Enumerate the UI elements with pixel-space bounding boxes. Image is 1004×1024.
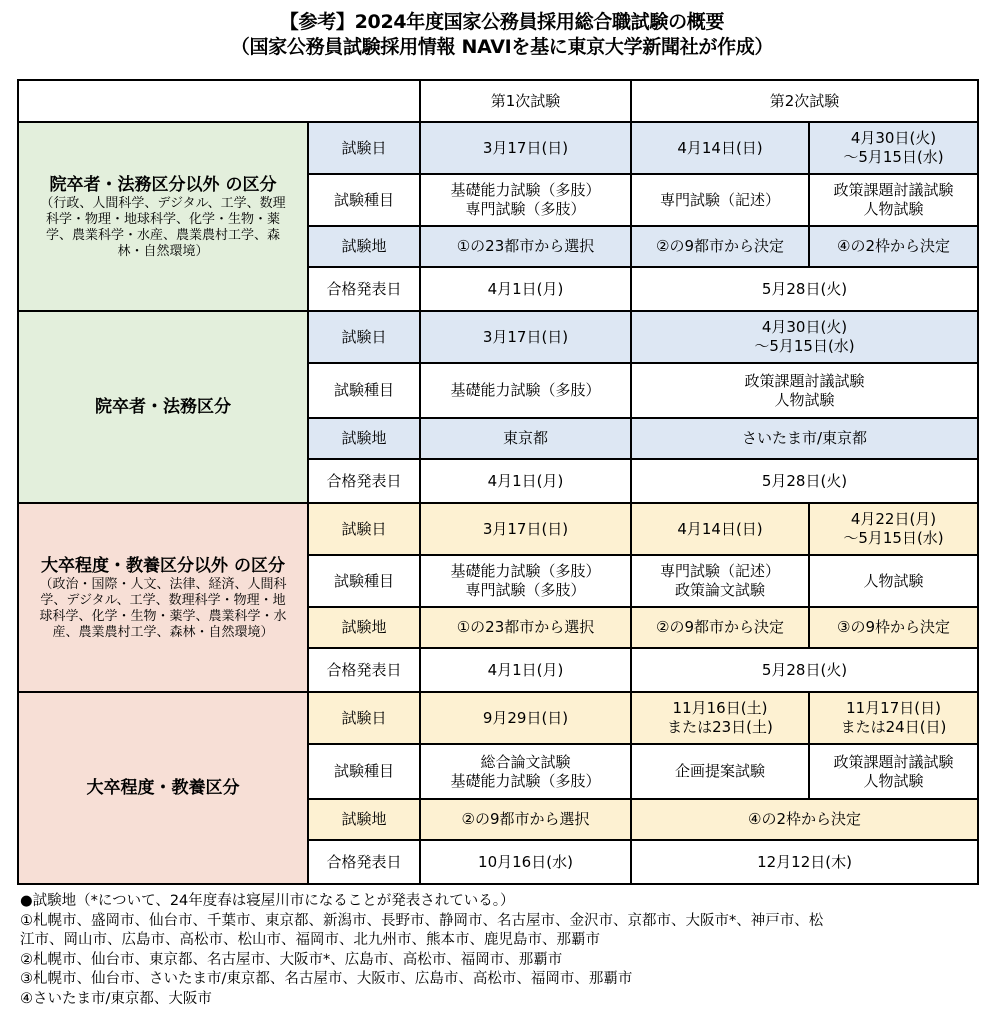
header-empty-cell [18, 80, 420, 122]
cell-value: ④の2枠から決定 [631, 799, 978, 840]
header-first-exam: 第1次試験 [420, 80, 631, 122]
category-title: 大卒程度・教養区分以外 の区分 [41, 555, 285, 576]
note-line: ①札幌市、盛岡市、仙台市、千葉市、東京都、新潟市、長野市、静岡市、名古屋市、金沢市、京都市、大阪市*、神戸市、松 [20, 912, 824, 929]
category-undergrad-general [18, 692, 308, 884]
cell-value: 政策課題討議試験 人物試験 [631, 363, 978, 418]
cell-value: さいたま市/東京都 [631, 418, 978, 459]
table-row [18, 122, 978, 174]
cell-value: 11月17日(日) または24日(日) [809, 692, 978, 744]
cell-value: 専門試験（記述） [631, 174, 809, 226]
category-undergrad-non-general [18, 503, 308, 692]
cell-value: 9月29日(日) [420, 692, 631, 744]
row-label-date: 試験日 [308, 122, 420, 174]
cell-value: 12月12日(木) [631, 840, 978, 884]
cell-value: 3月17日(日) [420, 122, 631, 174]
category-title: 院卒者・法務区分 [95, 397, 231, 417]
table-header-row [18, 80, 978, 122]
row-label-date: 試験日 [308, 503, 420, 555]
row-label-result: 合格発表日 [308, 648, 420, 692]
cell-value: 4月30日(火) ～5月15日(水) [809, 122, 978, 174]
cell-value: 4月14日(日) [631, 503, 809, 555]
table-row [18, 692, 978, 744]
category-grad-law [18, 311, 308, 503]
row-label-place: 試験地 [308, 418, 420, 459]
row-label-place: 試験地 [308, 607, 420, 648]
row-label-place: 試験地 [308, 226, 420, 267]
cell-value: ②の9都市から決定 [631, 607, 809, 648]
cell-value: 5月28日(火) [631, 648, 978, 692]
cell-value: 企画提案試験 [631, 744, 809, 799]
cell-value: 基礎能力試験（多肢） [420, 363, 631, 418]
cell-value: ①の23都市から選択 [420, 607, 631, 648]
row-label-place: 試験地 [308, 799, 420, 840]
category-title: 大卒程度・教養区分 [86, 778, 240, 798]
note-line: ④さいたま市/東京都、大阪市 [20, 990, 212, 1007]
cell-value: 3月17日(日) [420, 503, 631, 555]
cell-value: 総合論文試験 基礎能力試験（多肢） [420, 744, 631, 799]
cell-value: 政策課題討議試験 人物試験 [809, 744, 978, 799]
row-label-result: 合格発表日 [308, 840, 420, 884]
cell-value: 人物試験 [809, 555, 978, 607]
document-title [0, 0, 1004, 58]
cell-value: 基礎能力試験（多肢） 専門試験（多肢） [420, 174, 631, 226]
row-label-result: 合格発表日 [308, 459, 420, 503]
table-row [18, 311, 978, 363]
title-line-1: 【参考】2024年度国家公務員採用総合職試験の概要 [279, 11, 725, 33]
cell-value: 政策課題討議試験 人物試験 [809, 174, 978, 226]
cell-value: 4月1日(月) [420, 648, 631, 692]
cell-value: ③の9枠から決定 [809, 607, 978, 648]
row-label-date: 試験日 [308, 311, 420, 363]
row-label-date: 試験日 [308, 692, 420, 744]
row-label-subject: 試験種目 [308, 363, 420, 418]
exam-overview-table [17, 79, 979, 885]
cell-value: 4月1日(月) [420, 459, 631, 503]
cell-value: 5月28日(火) [631, 459, 978, 503]
cell-value: 10月16日(水) [420, 840, 631, 884]
cell-value: 専門試験（記述） 政策論文試験 [631, 555, 809, 607]
cell-value: 4月22日(月) ～5月15日(水) [809, 503, 978, 555]
category-title: 院卒者・法務区分以外 の区分 [49, 174, 277, 195]
cell-value: 東京都 [420, 418, 631, 459]
category-subjects: （行政、人間科学、デジタル、工学、数理科学・物理・地球科学、化学・生物・薬学、農業科学・水産、農業農村工学、森林・自然環境） [40, 195, 286, 259]
header-second-exam: 第2次試験 [631, 80, 978, 122]
cell-value: 基礎能力試験（多肢） 専門試験（多肢） [420, 555, 631, 607]
category-subjects: （政治・国際・人文、法律、経済、人間科学、デジタル、工学、数理科学・物理・地球科学、化学・生物・薬学、農業科学・水産、農業農村工学、森林・自然環境） [39, 576, 287, 640]
exam-location-notes [20, 892, 990, 1010]
row-label-subject: 試験種目 [308, 174, 420, 226]
note-line: ②札幌市、仙台市、東京都、名古屋市、大阪市*、広島市、高松市、福岡市、那覇市 [20, 951, 563, 968]
cell-value: ②の9都市から選択 [420, 799, 631, 840]
cell-value: 4月30日(火) ～5月15日(水) [631, 311, 978, 363]
title-line-2: （国家公務員試験採用情報 NAVIを基に東京大学新聞社が作成） [230, 36, 774, 58]
cell-value: ②の9都市から決定 [631, 226, 809, 267]
cell-value: 3月17日(日) [420, 311, 631, 363]
category-grad-non-law [18, 122, 308, 311]
row-label-subject: 試験種目 [308, 744, 420, 799]
table-row [18, 503, 978, 555]
cell-value: 4月1日(月) [420, 267, 631, 311]
cell-value: 5月28日(火) [631, 267, 978, 311]
cell-value: ④の2枠から決定 [809, 226, 978, 267]
note-line: ③札幌市、仙台市、さいたま市/東京都、名古屋市、大阪市、広島市、高松市、福岡市、那覇市 [20, 971, 633, 988]
cell-value: 4月14日(日) [631, 122, 809, 174]
note-line: ●試験地（*について、24年度春は寝屋川市になることが発表されている。） [20, 893, 515, 909]
row-label-result: 合格発表日 [308, 267, 420, 311]
row-label-subject: 試験種目 [308, 555, 420, 607]
note-line: 江市、岡山市、広島市、高松市、松山市、福岡市、北九州市、熊本市、鹿児島市、那覇市 [20, 932, 600, 949]
cell-value: ①の23都市から選択 [420, 226, 631, 267]
cell-value: 11月16日(土) または23日(土) [631, 692, 809, 744]
